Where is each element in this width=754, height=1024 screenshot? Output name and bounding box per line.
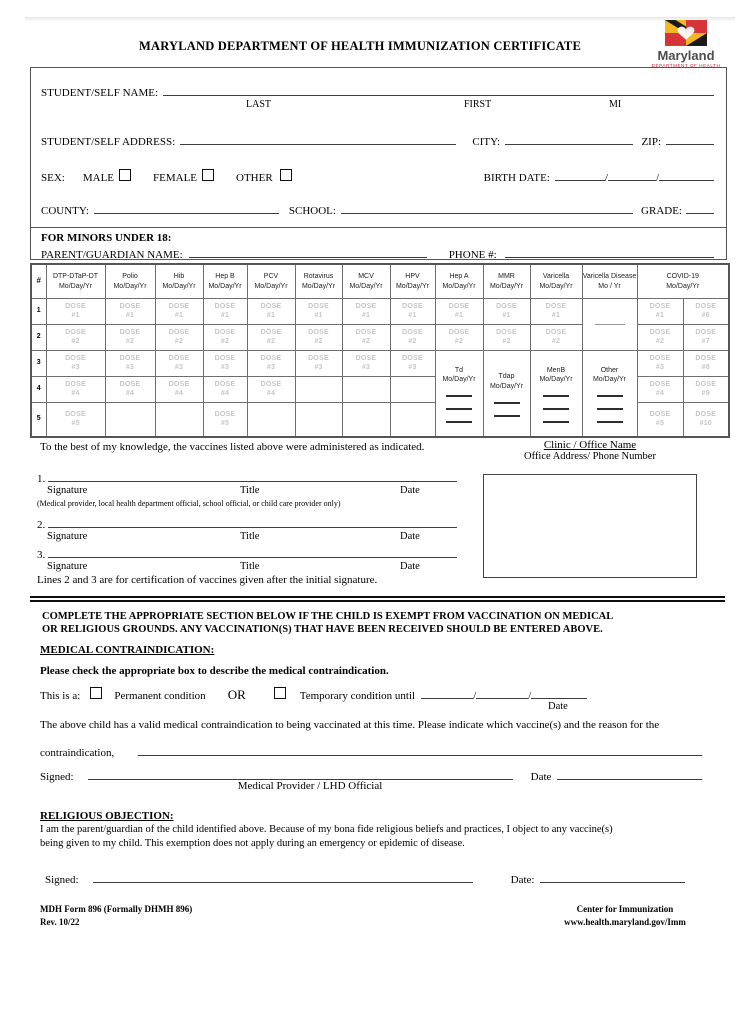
signature-block-2 [37, 515, 457, 544]
birth-year-line [659, 168, 714, 181]
religious-date-line [540, 870, 685, 883]
city-label: CITY: [472, 136, 501, 148]
signature-block-3 [37, 545, 457, 574]
clinic-info-box [483, 474, 697, 578]
religious-signed-row [45, 870, 685, 886]
dose-cell: DOSE #2 [247, 325, 295, 351]
row-number: 5 [31, 403, 46, 438]
date-slash: / [528, 690, 532, 702]
religious-body-2: being given to my child. This exemption does not apply during an emergency or epidemic of disease. [40, 838, 465, 849]
birth-day-line [608, 168, 656, 181]
dose-cell: DOSE #2 [435, 325, 483, 351]
name-part-last: LAST [246, 99, 271, 110]
sex-label: SEX: [41, 172, 65, 184]
dose-cell: DOSE #1 [155, 299, 203, 325]
dose-cell: DOSE #8 [683, 351, 729, 377]
permanent-condition-checkbox[interactable] [90, 687, 102, 699]
religious-objection-title: RELIGIOUS OBJECTION: [40, 810, 174, 822]
vaccine-header-covid19: COVID-19 Mo/Day/Yr [637, 264, 729, 299]
dose-cell: DOSE #4 [155, 377, 203, 403]
sig-num: 1. [37, 473, 46, 485]
exemption-heading: COMPLETE THE APPROPRIATE SECTION BELOW IF THE CHILD IS EXEMPT FROM VACCINATION ON MEDICAL OR RELIGIOUS GROUNDS. ANY VACCINATION(S) THAT HAVE BEEN RECEIVED SHOULD BE ENTERED ABOVE. [42, 611, 614, 635]
medical-signed-line [88, 767, 513, 780]
signature-note: (Medical provider, local health department official, school official, or child care provider only) [37, 499, 341, 508]
sex-option-female: FEMALE [153, 172, 198, 184]
dose-cell: DOSE #3 [637, 351, 683, 377]
dose-cell: DOSE #5 [637, 403, 683, 438]
contraindication-line [138, 743, 702, 756]
signature-label: Signature [47, 485, 88, 496]
date-label: Date: [510, 874, 535, 886]
medical-instruction: Please check the appropriate box to describe the medical contraindication. [40, 665, 389, 677]
temp-day-line [476, 686, 528, 699]
student-address-label: STUDENT/SELF ADDRESS: [41, 136, 176, 148]
dose-cell: DOSE #3 [105, 351, 155, 377]
sex-option-other: OTHER [236, 172, 273, 184]
signature-line [48, 545, 457, 558]
empty-cell [155, 403, 203, 438]
dose-cell: DOSE #6 [683, 299, 729, 325]
dose-cell: DOSE #4 [105, 377, 155, 403]
clinic-title: Clinic / Office Name [543, 439, 637, 451]
dose-cell: DOSE #2 [105, 325, 155, 351]
parent-name-label: PARENT/GUARDIAN NAME: [41, 249, 183, 261]
dose-cell: DOSE #2 [530, 325, 582, 351]
extra-vaccine-cell-td: Td Mo/Day/Yr [435, 351, 483, 438]
dose-cell: DOSE #3 [342, 351, 390, 377]
form-number-block: MDH Form 896 (Formally DHMH 896) Rev. 10/22 [40, 904, 193, 928]
extra-vaccine-cell-tdap: Tdap Mo/Day/Yr [483, 351, 530, 438]
medical-contraindication-title: MEDICAL CONTRAINDICATION: [40, 644, 215, 656]
sig-num: 3. [37, 549, 46, 561]
lines-2-3-footnote: Lines 2 and 3 are for certification of vaccines given after the initial signature. [37, 574, 378, 586]
dose-cell: DOSE #9 [683, 377, 729, 403]
section-separator [30, 596, 725, 602]
table-header-row [31, 264, 729, 299]
signature-label: Signature [47, 561, 88, 572]
sex-option-male: MALE [82, 172, 115, 184]
contraindication-body-1: The above child has a valid medical contraindication to being vaccinated at this time. Please indicate which vaccine(s) and the reason for the [40, 719, 660, 731]
date-label: Date [400, 531, 420, 542]
center-for-immunization-block: Center for Immunization www.health.maryland.gov/Imm [535, 903, 715, 929]
dose-cell: DOSE #4 [46, 377, 105, 403]
school-line [341, 201, 633, 214]
immunization-url: www.health.maryland.gov/Imm [564, 917, 686, 928]
date-label: Date [400, 561, 420, 572]
dose-cell: DOSE #1 [637, 299, 683, 325]
dose-cell: DOSE #1 [390, 299, 435, 325]
empty-cell [295, 377, 342, 403]
name-part-mi: MI [609, 99, 622, 110]
date-slash: / [604, 172, 608, 184]
title-label: Title [240, 531, 260, 542]
page-top-edge [25, 17, 735, 21]
religious-body-1: I am the parent/guardian of the child identified above. Because of my bona fide religious beliefs and practices, I object to any vaccine(s) [40, 824, 613, 835]
maryland-health-logo [648, 20, 724, 68]
county-line [94, 201, 279, 214]
dose-cell: DOSE #5 [46, 403, 105, 438]
signature-line [48, 469, 457, 482]
dose-cell: DOSE #2 [46, 325, 105, 351]
empty-cell [295, 403, 342, 438]
dose-cell: DOSE #1 [46, 299, 105, 325]
medical-signed-caption: Medical Provider / LHD Official [237, 780, 383, 792]
this-is-a-label: This is a: [40, 690, 81, 702]
vaccine-header-dtp: DTP-DTaP-DT Mo/Day/Yr [46, 264, 105, 299]
dose-cell: DOSE #7 [683, 325, 729, 351]
vaccine-header-mmr: MMR Mo/Day/Yr [483, 264, 530, 299]
table-row [31, 299, 729, 325]
dose-cell: DOSE #2 [637, 325, 683, 351]
vaccine-header-varicella: Varicella Mo/Day/Yr [530, 264, 582, 299]
empty-cell [390, 403, 435, 438]
student-address-line [180, 132, 456, 145]
dose-cell: DOSE #3 [390, 351, 435, 377]
birth-month-line [555, 168, 605, 181]
dose-cell: DOSE #1 [295, 299, 342, 325]
student-info-box [30, 67, 727, 260]
dose-cell: DOSE #1 [105, 299, 155, 325]
school-label: SCHOOL: [288, 205, 336, 217]
minors-heading: FOR MINORS UNDER 18: [41, 232, 172, 244]
student-name-line [163, 83, 714, 96]
religious-signed-line [93, 870, 473, 883]
signature-block-1 [37, 469, 457, 508]
vaccine-header-mcv: MCV Mo/Day/Yr [342, 264, 390, 299]
table-row [31, 351, 729, 377]
signature-line [48, 515, 457, 528]
phone-label: PHONE #: [448, 249, 497, 261]
parent-name-line [189, 245, 427, 258]
dose-cell: DOSE #5 [203, 403, 247, 438]
dose-cell: DOSE #4 [203, 377, 247, 403]
dose-cell: DOSE #4 [637, 377, 683, 403]
zip-label: ZIP: [641, 136, 661, 148]
section-divider [31, 227, 726, 228]
dose-cell: DOSE #2 [342, 325, 390, 351]
medical-date-line [557, 767, 702, 780]
vaccine-header-rotavirus: Rotavirus Mo/Day/Yr [295, 264, 342, 299]
date-slash: / [473, 690, 477, 702]
signed-label: Signed: [45, 874, 79, 886]
date-word: Date [530, 771, 552, 783]
temporary-condition-label: Temporary condition until [299, 690, 416, 702]
vaccine-header-hib: Hib Mo/Day/Yr [155, 264, 203, 299]
temp-month-line [421, 686, 473, 699]
row-number: 2 [31, 325, 46, 351]
birth-date-label: BIRTH DATE: [483, 172, 550, 184]
dose-cell: DOSE #1 [203, 299, 247, 325]
dose-cell: DOSE #1 [342, 299, 390, 325]
county-label: COUNTY: [41, 205, 89, 217]
immunization-table [30, 263, 730, 438]
dose-cell: DOSE #2 [155, 325, 203, 351]
certification-statement: To the best of my knowledge, the vaccines listed above were administered as indicated. [40, 441, 425, 453]
empty-cell [247, 403, 295, 438]
temp-date-caption: Date [548, 701, 568, 712]
row-number: 4 [31, 377, 46, 403]
signature-label: Signature [47, 531, 88, 542]
female-checkbox[interactable] [202, 169, 214, 181]
zip-line [666, 132, 714, 145]
dose-cell: DOSE #10 [683, 403, 729, 438]
clinic-subtitle: Office Address/ Phone Number [524, 451, 656, 462]
contraindication-body-2: contraindication, [40, 743, 702, 759]
vaccine-header-hpv: HPV Mo/Day/Yr [390, 264, 435, 299]
extra-vaccine-cell-other: Other Mo/Day/Yr [582, 351, 637, 438]
date-label: Date [400, 485, 420, 496]
empty-cell [342, 403, 390, 438]
row-number-header: # [31, 264, 46, 299]
clinic-header [483, 439, 697, 462]
temp-year-line [531, 686, 587, 699]
vaccine-header-pcv: PCV Mo/Day/Yr [247, 264, 295, 299]
dose-cell: DOSE #2 [483, 325, 530, 351]
row-number: 3 [31, 351, 46, 377]
signed-label: Signed: [40, 771, 74, 783]
dose-cell: DOSE #3 [46, 351, 105, 377]
dose-cell: DOSE #4 [247, 377, 295, 403]
row-number: 1 [31, 299, 46, 325]
empty-cell [342, 377, 390, 403]
grade-label: GRADE: [641, 205, 682, 217]
dose-cell: DOSE #2 [295, 325, 342, 351]
phone-line [505, 245, 714, 258]
title-label: Title [240, 561, 260, 572]
logo-wordmark: Maryland [657, 48, 715, 63]
empty-cell [105, 403, 155, 438]
empty-cell [390, 377, 435, 403]
male-checkbox[interactable] [119, 169, 131, 181]
dose-cell: DOSE #3 [295, 351, 342, 377]
dose-cell: DOSE #1 [435, 299, 483, 325]
dose-cell: DOSE #1 [530, 299, 582, 325]
dose-cell: DOSE #3 [247, 351, 295, 377]
sig-num: 2. [37, 519, 46, 531]
other-checkbox[interactable] [280, 169, 292, 181]
date-slash: / [655, 172, 659, 184]
condition-checkbox-row [40, 686, 700, 703]
vaccine-header-polio: Polio Mo/Day/Yr [105, 264, 155, 299]
vaccine-header-hepb: Hep B Mo/Day/Yr [203, 264, 247, 299]
permanent-condition-label: Permanent condition [114, 690, 206, 702]
dose-cell: DOSE #3 [155, 351, 203, 377]
vaccine-header-varicella-disease: Varicella Disease Mo / Yr [582, 264, 637, 299]
or-label: OR [227, 687, 246, 702]
name-part-first: FIRST [464, 99, 492, 110]
dose-cell: DOSE #1 [483, 299, 530, 325]
page-title: MARYLAND DEPARTMENT OF HEALTH IMMUNIZATION CERTIFICATE [138, 39, 582, 53]
logo-department: DEPARTMENT OF HEALTH [651, 63, 721, 68]
dose-cell: DOSE #3 [203, 351, 247, 377]
dose-cell: DOSE #2 [203, 325, 247, 351]
disease-date-cell [582, 299, 637, 351]
city-line [505, 132, 633, 145]
maryland-flag-icon [665, 20, 707, 46]
grade-line [686, 201, 714, 214]
temporary-condition-checkbox[interactable] [274, 687, 286, 699]
title-label: Title [240, 485, 260, 496]
student-name-label: STUDENT/SELF NAME: [41, 87, 159, 99]
extra-vaccine-cell-menb: MenB Mo/Day/Yr [530, 351, 582, 438]
dose-cell: DOSE #2 [390, 325, 435, 351]
dose-cell: DOSE #1 [247, 299, 295, 325]
vaccine-header-hepa: Hep A Mo/Day/Yr [435, 264, 483, 299]
